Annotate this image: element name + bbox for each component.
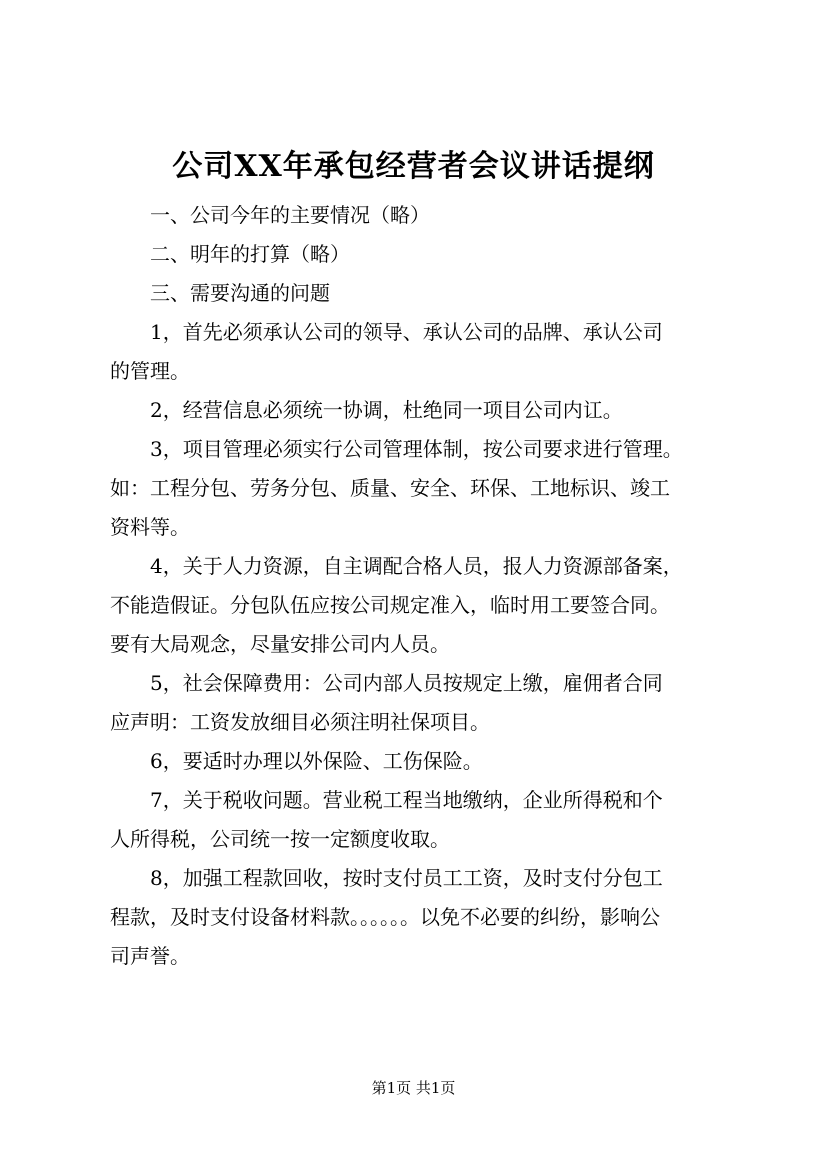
paragraph-continuation-line: 司声誉。 xyxy=(110,944,190,968)
paragraph xyxy=(110,391,730,430)
paragraph xyxy=(110,664,730,742)
paragraph xyxy=(110,430,730,547)
paragraph-continuation-line: 应声明：工资发放细目必须注明社保项目。 xyxy=(110,710,490,734)
paragraph-first-line: 6，要适时办理以外保险、工伤保险。 xyxy=(150,749,483,773)
paragraph-continuation-line: 程款，及时支付设备材料款。。。。。。以免不必要的纠纷，影响公 xyxy=(110,905,660,929)
paragraph xyxy=(110,742,730,781)
paragraph xyxy=(110,859,730,976)
paragraph-continuation-line: 人所得税，公司统一按一定额度收取。 xyxy=(110,827,450,851)
paragraph xyxy=(110,274,730,313)
paragraph-first-line: 5，社会保障费用：公司内部人员按规定上缴，雇佣者合同 xyxy=(150,671,663,695)
paragraph-first-line: 二、明年的打算（略） xyxy=(150,242,350,266)
paragraph-first-line: 8，加强工程款回收，按时支付员工工资，及时支付分包工 xyxy=(150,866,663,890)
paragraph xyxy=(110,235,730,274)
paragraph-first-line: 4，关于人力资源，自主调配合格人员，报人力资源部备案， xyxy=(150,554,683,578)
paragraph-first-line: 7，关于税收问题。营业税工程当地缴纳，企业所得税和个 xyxy=(150,788,663,812)
paragraph-continuation-line: 如：工程分包、劳务分包、质量、安全、环保、工地标识、竣工 xyxy=(110,476,670,500)
paragraph-first-line: 2，经营信息必须统一协调，杜绝同一项目公司内讧。 xyxy=(150,398,623,422)
paragraph-first-line: 三、需要沟通的问题 xyxy=(150,281,330,305)
paragraph-continuation-line: 的管理。 xyxy=(110,359,190,383)
document-body xyxy=(110,196,730,976)
paragraph xyxy=(110,547,730,664)
paragraph-first-line: 1，首先必须承认公司的领导、承认公司的品牌、承认公司 xyxy=(150,320,663,344)
paragraph xyxy=(110,781,730,859)
paragraph-continuation-line: 不能造假证。分包队伍应按公司规定准入，临时用工要签合同。 xyxy=(110,593,670,617)
paragraph-continuation-line: 资料等。 xyxy=(110,515,190,539)
paragraph xyxy=(110,313,730,391)
paragraph-first-line: 一、公司今年的主要情况（略） xyxy=(150,203,430,227)
document-title: 公司XX年承包经营者会议讲话提纲 xyxy=(172,149,655,184)
paragraph xyxy=(110,196,730,235)
paragraph-first-line: 3，项目管理必须实行公司管理体制，按公司要求进行管理。 xyxy=(150,437,683,461)
page-footer: 第1页 共1页 xyxy=(371,1079,456,1097)
paragraph-continuation-line: 要有大局观念，尽量安排公司内人员。 xyxy=(110,632,450,656)
